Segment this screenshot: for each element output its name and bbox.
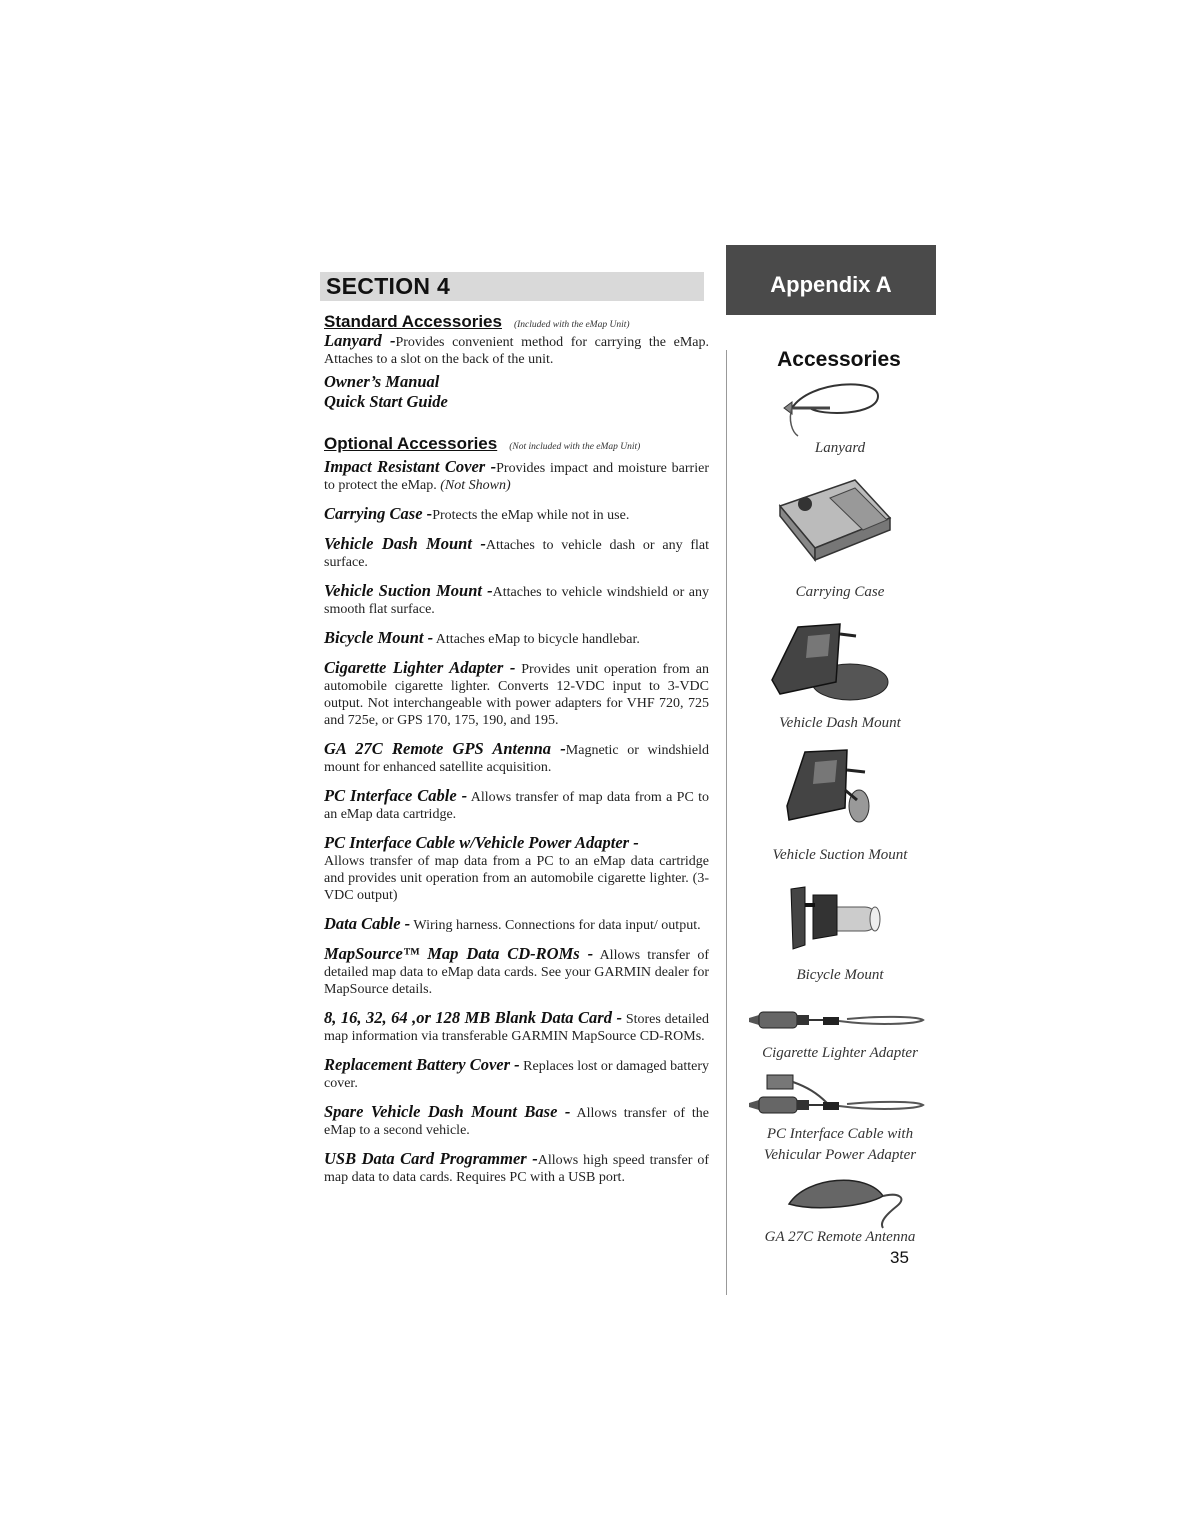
entry-term: Data Cable - (324, 914, 411, 933)
entry-term: PC Interface Cable w/Vehicle Power Adapter - (324, 833, 639, 852)
optional-heading-row (324, 434, 709, 454)
bicycle-mount-caption: Bicycle Mount (796, 967, 884, 983)
column-divider (726, 350, 727, 1295)
quick-start-guide: Quick Start Guide (324, 392, 448, 411)
vehicle-dash-mount-illustration (770, 622, 890, 702)
accessories-title: Accessories (777, 348, 901, 371)
list-item (324, 629, 709, 648)
entry-desc: Provides unit operation from an automobile cigarette lighter. Converts 12-VDC input to 3-VDC output. Not interchangeable with power adapters for VHF 720, 725 and 725e, or GPS 170, 175, 190, and 195. (324, 662, 709, 728)
entry-desc: Stores detailed map information via transferable GARMIN MapSource CD-ROMs. (324, 1012, 709, 1044)
list-item (324, 535, 709, 571)
entry-desc: Allows transfer of detailed map data to eMap data cards. See your GARMIN dealer for MapSource details. (324, 948, 709, 997)
entry-desc: Attaches to vehicle windshield or any smooth flat surface. (324, 585, 709, 617)
optional-accessories-heading: Optional Accessories (324, 434, 498, 453)
pc-interface-cable-illustration (747, 1073, 927, 1121)
entry-desc: Provides impact and moisture barrier to protect the eMap. (324, 461, 709, 493)
entry-term: Spare Vehicle Dash Mount Base - (324, 1102, 571, 1121)
standard-heading-row (324, 312, 709, 332)
list-item (324, 945, 709, 998)
entry-desc: Allows transfer of map data from a PC to an eMap data cartridge and provides unit operation from an automobile cigarette lighter. (3-VDC output) (324, 854, 709, 903)
list-item (324, 659, 709, 729)
list-item (324, 1103, 709, 1139)
ga27c-antenna-illustration (787, 1172, 912, 1232)
list-item (324, 458, 709, 494)
entry-term: 8, 16, 32, 64 ,or 128 MB Blank Data Card - (324, 1008, 622, 1027)
lanyard-entry (324, 332, 709, 368)
entry-term: Replacement Battery Cover - (324, 1055, 520, 1074)
entry-term: Impact Resistant Cover - (324, 457, 497, 476)
entry-desc: Attaches eMap to bicycle handlebar. (433, 632, 640, 647)
entry-desc: Protects the eMap while not in use. (432, 508, 630, 523)
entry-desc: Allows high speed transfer of map data to data cards. Requires PC with a USB port. (324, 1153, 709, 1185)
owners-manual: Owner’s Manual (324, 372, 440, 391)
entry-term: Vehicle Suction Mount - (324, 581, 493, 600)
list-item (324, 505, 709, 524)
appendix-tab (726, 245, 936, 315)
entry-term: Vehicle Dash Mount - (324, 534, 486, 553)
ga27c-antenna-caption: GA 27C Remote Antenna (764, 1229, 916, 1245)
entry-desc: Allows transfer of the eMap to a second vehicle. (324, 1106, 709, 1138)
page-number: 35 (890, 1248, 909, 1267)
lanyard-illustration (780, 378, 885, 438)
section-label: SECTION 4 (326, 273, 451, 299)
entry-term: USB Data Card Programmer - (324, 1149, 538, 1168)
list-item (324, 1009, 709, 1045)
entry-term: Bicycle Mount - (324, 628, 434, 647)
carrying-case-caption: Carrying Case (795, 584, 885, 600)
list-item (324, 1150, 709, 1186)
list-item (324, 1056, 709, 1092)
list-item (324, 787, 709, 823)
entry-desc: Attaches to vehicle dash or any flat surface. (324, 538, 709, 570)
list-item (324, 740, 709, 776)
entry-desc: Replaces lost or damaged battery cover. (324, 1059, 709, 1091)
list-item (324, 582, 709, 618)
entry-desc: Allows transfer of map data from a PC to an eMap data cartridge. (324, 790, 710, 822)
bicycle-mount-illustration (787, 885, 882, 955)
pc-interface-cable-caption-line2: Vehicular Power Adapter (763, 1147, 917, 1163)
entry-desc: Wiring harness. Connections for data input/ output. (410, 918, 701, 933)
vehicle-suction-mount-illustration (785, 748, 875, 828)
entry-desc: Magnetic or windshield mount for enhanced satellite acquisition. (324, 743, 709, 775)
vehicle-dash-mount-caption: Vehicle Dash Mount (779, 715, 901, 731)
entry-note: (Not Shown) (440, 478, 511, 493)
cigarette-lighter-adapter-illustration (747, 1006, 927, 1036)
vehicle-suction-mount-caption: Vehicle Suction Mount (772, 847, 908, 863)
section-header-bar (320, 272, 704, 301)
list-item (324, 834, 709, 904)
entry-term: Lanyard - (324, 331, 396, 350)
entry-term: PC Interface Cable - (324, 786, 468, 805)
entry-term: Cigarette Lighter Adapter - (324, 658, 516, 677)
appendix-label: Appendix A (770, 272, 892, 297)
optional-note: (Not included with the eMap Unit) (509, 442, 641, 452)
entry-desc: Provides convenient method for carrying the eMap. Attaches to a slot on the back of the unit. (324, 335, 709, 367)
entry-term: MapSource™ Map Data CD-ROMs - (324, 944, 594, 963)
entry-term: Carrying Case - (324, 504, 433, 523)
accessory-list (324, 312, 709, 1186)
pc-interface-cable-caption-line1: PC Interface Cable with (766, 1126, 914, 1142)
carrying-case-illustration (775, 478, 895, 568)
entry-term: GA 27C Remote GPS Antenna - (324, 739, 566, 758)
standard-note: (Included with the eMap Unit) (513, 320, 630, 330)
lanyard-caption: Lanyard (814, 440, 866, 456)
standard-accessories-heading: Standard Accessories (324, 312, 502, 331)
cigarette-lighter-adapter-caption: Cigarette Lighter Adapter (762, 1045, 918, 1061)
list-item (324, 915, 709, 934)
